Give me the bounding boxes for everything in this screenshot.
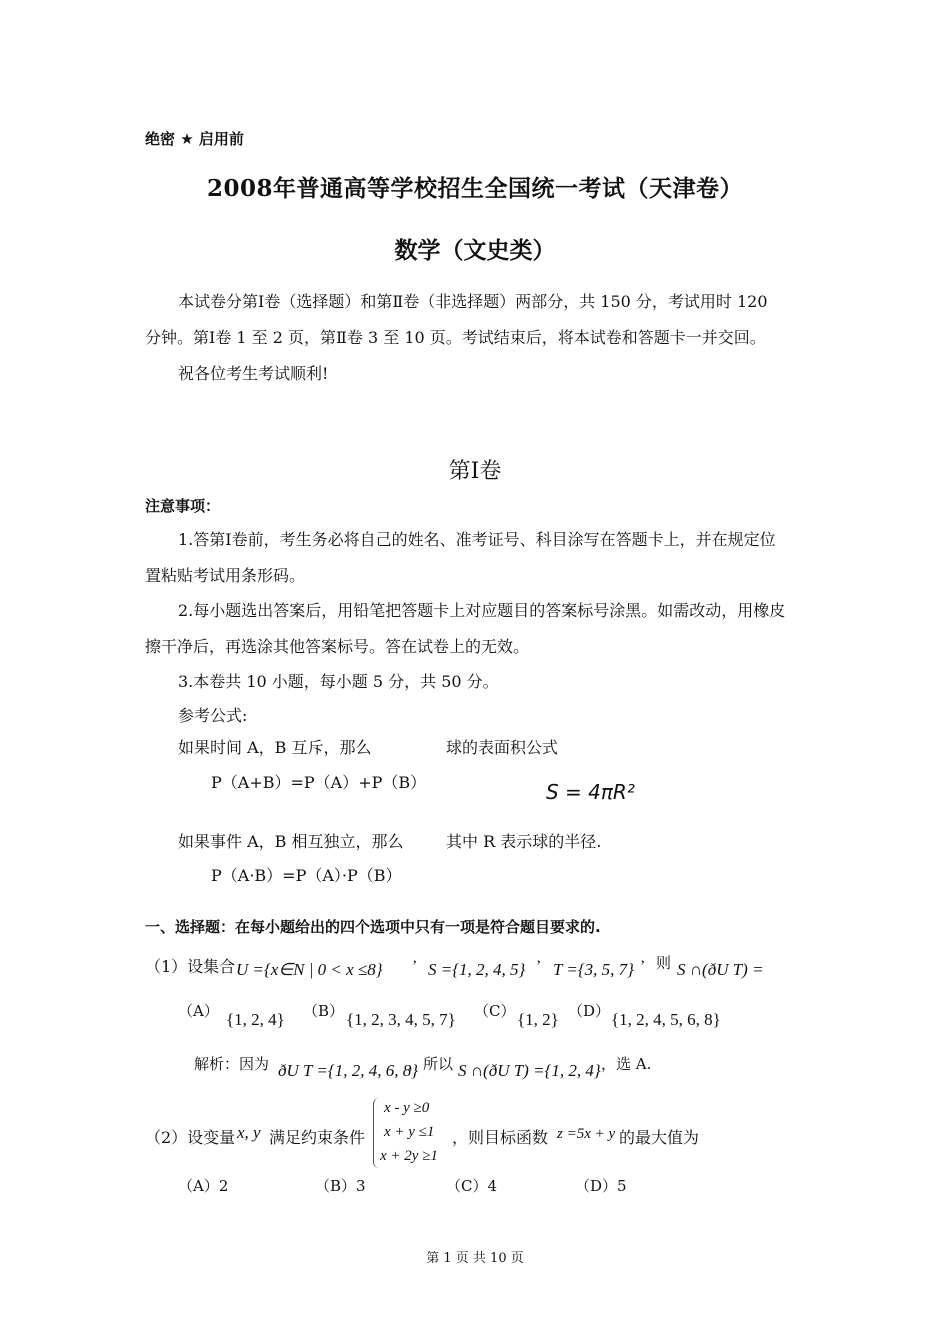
note-1b: 置粘贴考试用条形码。 xyxy=(145,566,306,585)
q2-option-b[interactable] xyxy=(315,1175,366,1196)
q1-set-t: T ={3, 5, 7} xyxy=(553,960,634,979)
q2-constraint-2: x + y ≤1 xyxy=(384,1124,435,1140)
q1-then: 则 xyxy=(656,954,672,972)
formula-label-exclusive: 如果时间 A，B 互斥，那么 xyxy=(178,738,372,757)
formula-label-independent: 如果事件 A，B 相互独立，那么 xyxy=(178,832,404,851)
q2-suffix-a: ，则目标函数 xyxy=(452,1128,549,1147)
q2-option-d-value: 5 xyxy=(617,1177,627,1195)
intro-line-3: 祝各位考生考试顺利! xyxy=(178,364,329,383)
part1-heading: 一、选择题：在每小题给出的四个选项中只有一项是符合题目要求的. xyxy=(145,918,601,936)
q1-analysis-complement: ðU T ={1, 2, 4, 6, 8} xyxy=(278,1061,418,1080)
q2-vars: x, y xyxy=(237,1123,261,1142)
formula-label-sphere: 球的表面积公式 xyxy=(446,738,559,757)
confidential-label: 绝密 ★ 启用前 xyxy=(145,130,244,148)
q2-option-d[interactable] xyxy=(575,1175,627,1196)
formula-sphere-note: 其中 R 表示球的半径. xyxy=(446,832,602,851)
q1-analysis-prefix: 解析：因为 xyxy=(194,1055,270,1073)
q1-comma-2: ’ xyxy=(536,958,542,975)
q1-analysis-result: S ∩(ðU T) ={1, 2, 4} xyxy=(458,1061,601,1080)
q2-option-d-label: （D） xyxy=(575,1177,618,1195)
q2-option-c-label: （C） xyxy=(446,1177,488,1195)
q1-analysis-end: ，选 A. xyxy=(601,1055,652,1073)
intro-line-1: 本试卷分第Ⅰ卷（选择题）和第Ⅱ卷（非选择题）两部分，共 150 分，考试用时 120 xyxy=(178,292,768,311)
q2-option-a-label: （A） xyxy=(178,1177,219,1195)
notes-title: 注意事项： xyxy=(145,497,221,515)
q2-option-c-value: 4 xyxy=(487,1177,498,1195)
formula-multiplication: P（A·B）=P（A）·P（B） xyxy=(211,866,402,885)
q2-constraint-3: x + 2y ≥1 xyxy=(380,1148,438,1164)
q1-option-b-value[interactable]: {1, 2, 3, 4, 5, 7} xyxy=(346,1010,456,1029)
q1-option-a-label: （A） xyxy=(178,1002,219,1020)
q1-set-u: U ={x∈N | 0 < x ≤8} xyxy=(236,960,383,979)
note-3: 3.本卷共 10 小题，每小题 5 分，共 50 分。 xyxy=(178,672,499,691)
q1-prefix: （1）设集合 xyxy=(145,957,236,976)
page-number: 第 1 页 共 10 页 xyxy=(426,1251,524,1266)
q2-option-a[interactable] xyxy=(178,1175,228,1196)
q2-option-a-value: 2 xyxy=(218,1177,229,1195)
q1-ask: S ∩(ðU T) = xyxy=(677,960,764,979)
formula-sphere-area: S = 4πR² xyxy=(546,780,635,804)
q2-constraint-1: x - y ≥0 xyxy=(384,1100,430,1116)
q1-analysis-mid: ，所以 xyxy=(408,1055,454,1073)
note-2b: 擦干净后，再选涂其他答案标号。答在试卷上的无效。 xyxy=(145,637,530,656)
note-1a: 1.答第Ⅰ卷前，考生务必将自己的姓名、准考证号、科目涂写在答题卡上，并在规定位 xyxy=(178,530,776,549)
q1-comma-3: ’ xyxy=(640,958,646,975)
q1-option-a-value[interactable]: {1, 2, 4} xyxy=(226,1010,285,1029)
note-2a: 2.每小题选出答案后，用铅笔把答题卡上对应题目的答案标号涂黑。如需改动，用橡皮 xyxy=(178,601,786,620)
q1-option-c-label: （C） xyxy=(474,1002,516,1020)
q1-set-s: S ={1, 2, 4, 5} xyxy=(428,960,526,979)
exam-subtitle: 数学（文史类） xyxy=(394,237,556,264)
q2-mid: 满足约束条件 xyxy=(269,1128,366,1147)
q1-option-d-label: （D） xyxy=(568,1002,611,1020)
q2-option-b-label: （B） xyxy=(315,1177,357,1195)
exam-title: 2008年普通高等学校招生全国统一考试（天津卷） xyxy=(206,175,743,202)
q2-option-c[interactable] xyxy=(446,1175,497,1196)
q2-suffix-b: 的最大值为 xyxy=(619,1128,700,1147)
q1-option-b-label: （B） xyxy=(303,1002,345,1020)
q1-option-c-value[interactable]: {1, 2} xyxy=(517,1010,559,1029)
q2-prefix: （2）设变量 xyxy=(145,1128,236,1147)
q2-objective: z =5x + y xyxy=(557,1126,616,1142)
constraint-brace-icon xyxy=(373,1098,380,1168)
q2-option-b-value: 3 xyxy=(356,1177,366,1195)
section-heading: 第Ⅰ卷 xyxy=(448,459,502,484)
q1-comma-1: ’ xyxy=(412,958,418,975)
reference-formulas-title: 参考公式: xyxy=(178,706,248,725)
q1-option-d-value[interactable]: {1, 2, 4, 5, 6, 8} xyxy=(611,1010,721,1029)
formula-addition: P（A+B）=P（A）+P（B） xyxy=(211,773,427,792)
intro-line-2: 分钟。第Ⅰ卷 1 至 2 页，第Ⅱ卷 3 至 10 页。考试结束后，将本试卷和答题卡一并交回。 xyxy=(145,328,766,347)
